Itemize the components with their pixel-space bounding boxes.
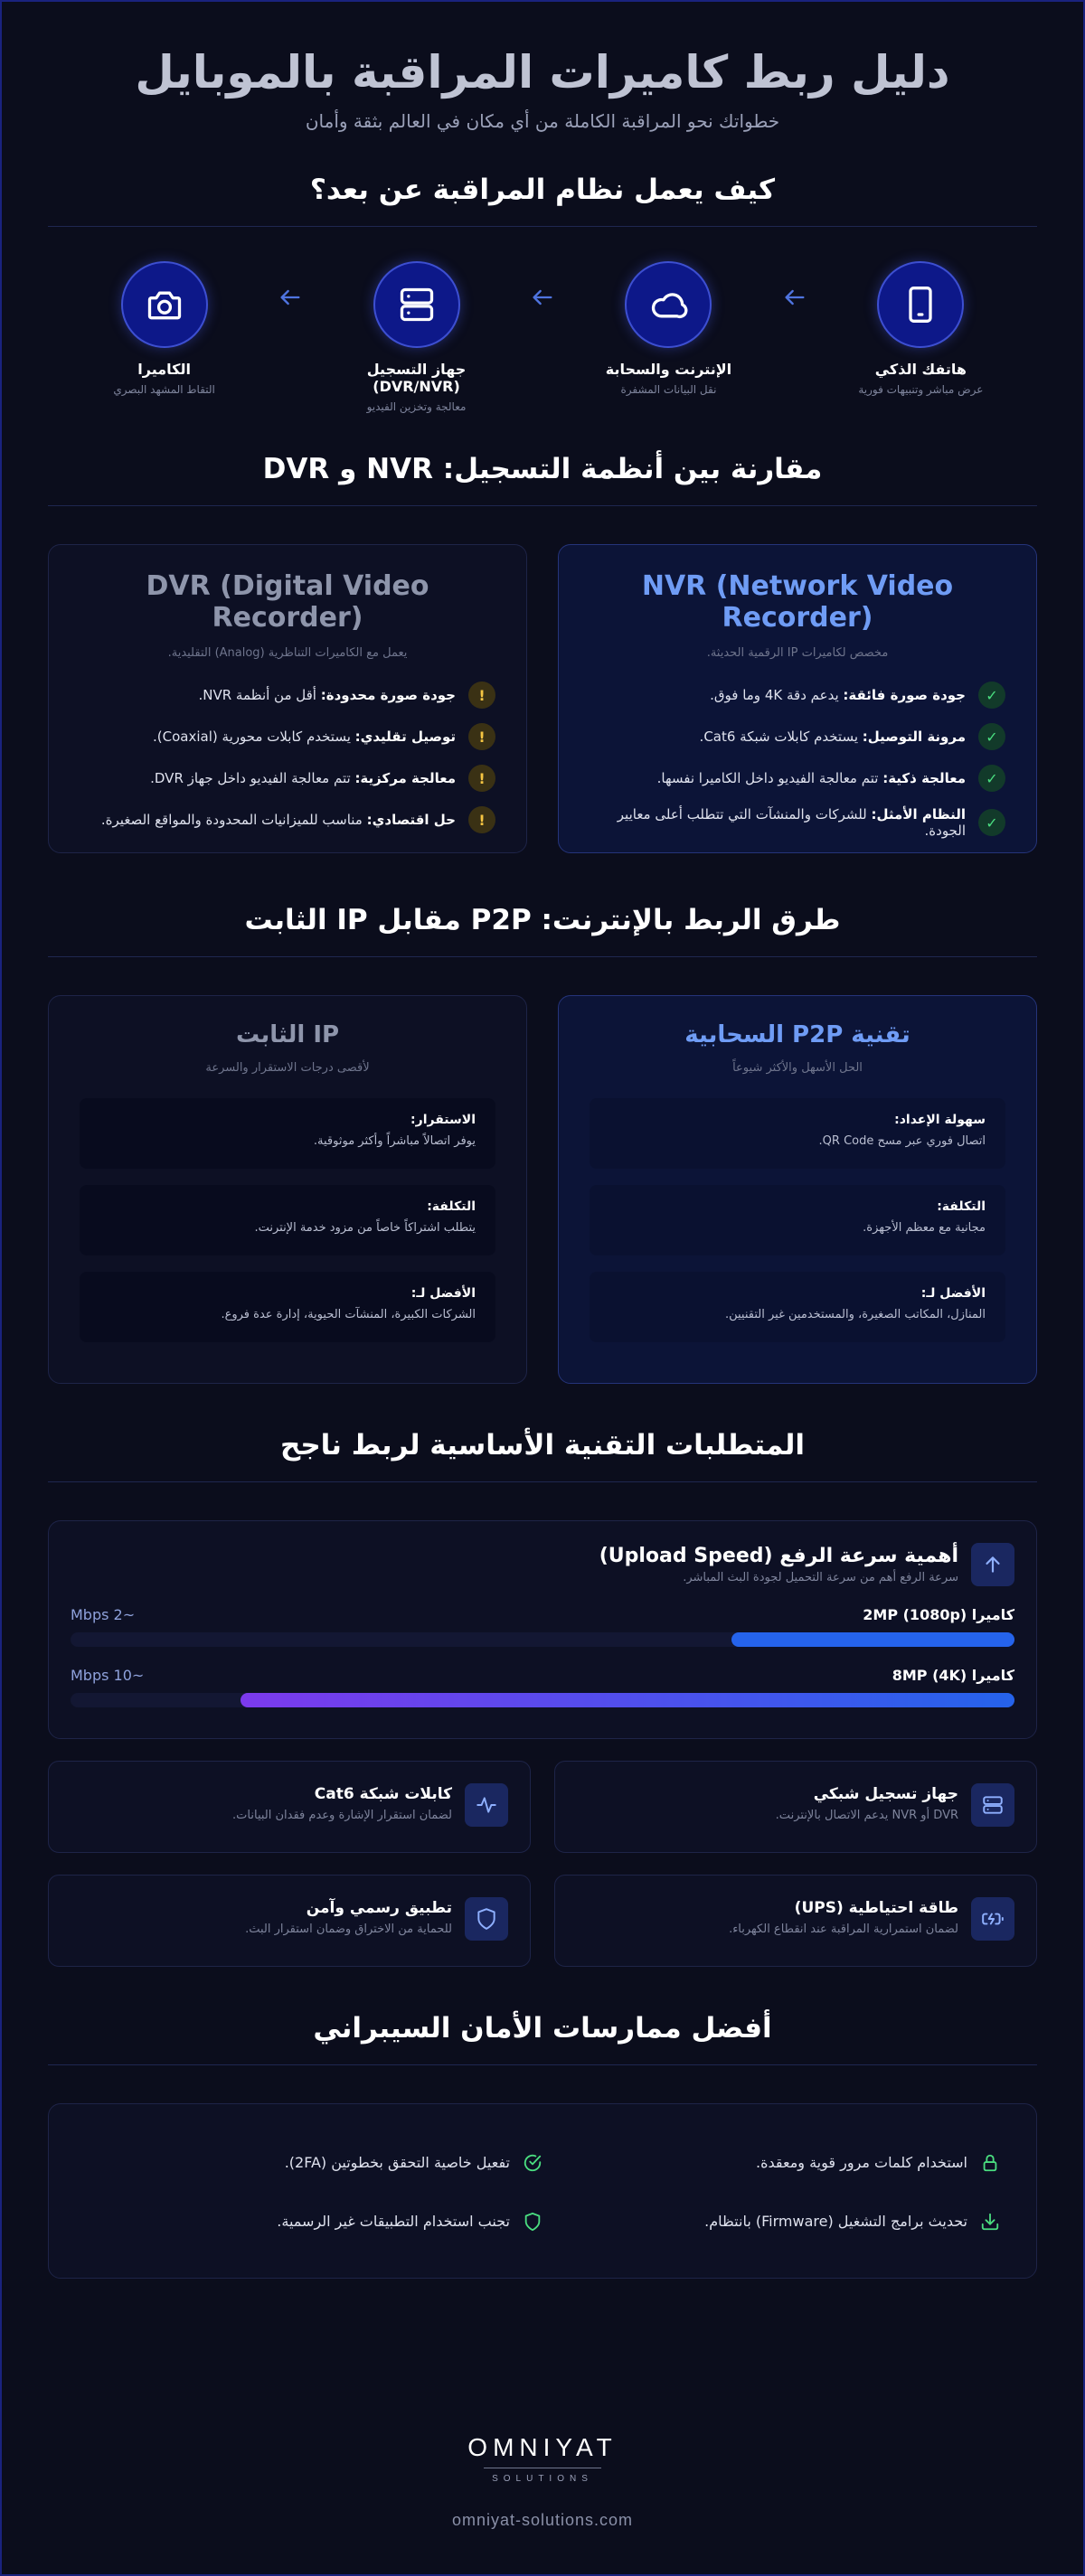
req-item-title: كابلات شبكة Cat6: [314, 1785, 452, 1803]
option-box: [80, 1185, 495, 1255]
bar-camera-label: كاميرا 8MP (4K): [892, 1667, 1014, 1684]
nvr-features: [590, 682, 1005, 839]
feature-value: مناسب للميزانيات المحدودة والمواقع الصغيرة.: [100, 812, 367, 828]
req-item-title: طاقة احتياطية (UPS): [794, 1899, 958, 1917]
security-item: [542, 2192, 1000, 2251]
feature-item: [80, 723, 495, 750]
security-item-text: استخدام كلمات مرور قوية ومعقدة.: [756, 2154, 967, 2171]
option-value: المنازل، المكاتب الصغيرة، والمستخدمين غير التقنيين.: [724, 1308, 986, 1321]
option-key: الاستقرار:: [410, 1113, 476, 1127]
cloud-icon: [648, 285, 688, 324]
security-title: أفضل ممارسات الأمان السيبراني: [48, 2012, 1037, 2065]
security-item: [85, 2192, 542, 2251]
flow-circle: [373, 261, 460, 348]
flow-step-label: هاتفك الذكي: [874, 361, 967, 378]
speed-bar-row: [71, 1606, 1014, 1647]
option-box: [590, 1272, 1005, 1342]
option-key: الأفضل لـ:: [920, 1286, 986, 1301]
speed-bar-row: [71, 1667, 1014, 1707]
option-key: التكلفة:: [937, 1199, 986, 1214]
feature-key: مرونة التوصيل:: [862, 729, 966, 745]
flow-step-desc: التقاط المشهد البصري: [113, 383, 215, 396]
flow-arrow: [502, 261, 583, 314]
feature-item: [590, 723, 1005, 750]
feature-key: جودة صورة محدودة:: [320, 687, 456, 703]
flow-step-phone: [835, 261, 1006, 396]
shield-check-icon: [523, 2212, 542, 2232]
feature-key: توصيل تقليدي:: [354, 729, 456, 745]
p2p-title: تقنية P2P السحابية: [684, 1021, 910, 1048]
check-icon: ✓: [978, 682, 1005, 709]
arrow-left-icon: [782, 285, 807, 310]
req-item-ups: [554, 1875, 1037, 1967]
security-panel: [48, 2103, 1037, 2279]
feature-value: يستخدم كابلات محورية (Coaxial).: [153, 729, 355, 745]
bar-speed-label: ~2 Mbps: [71, 1606, 136, 1623]
flow-circle: [625, 261, 712, 348]
comparison-title: مقارنة بين أنظمة التسجيل: NVR و DVR: [48, 453, 1037, 506]
icon-box: [465, 1783, 508, 1827]
nvr-subtitle: مخصص لكاميرات IP الرقمية الحديثة.: [706, 646, 889, 660]
option-box: [590, 1185, 1005, 1255]
option-key: الأفضل لـ:: [410, 1286, 476, 1301]
p2p-card: [558, 995, 1037, 1384]
smartphone-icon: [901, 285, 940, 324]
hero: [2, 2, 1083, 174]
arrow-left-icon: [278, 285, 303, 310]
option-value: يتطلب اشتراكاً خاصاً من مزود خدمة الإنترنت.: [254, 1221, 476, 1235]
option-key: التكلفة:: [427, 1199, 476, 1214]
req-item-desc: لضمان استقرار الإشارة وعدم فقدان البيانات.: [232, 1809, 452, 1822]
upload-speed-header: [71, 1543, 1014, 1586]
upload-speed-title: أهمية سرعة الرفع (Upload Speed): [599, 1545, 958, 1567]
icon-box: [971, 1783, 1014, 1827]
warning-icon: !: [468, 806, 495, 833]
dvr-card: [48, 544, 527, 853]
flow-circle: [877, 261, 964, 348]
option-value: الشركات الكبيرة، المنشآت الحيوية، إدارة عدة فروع.: [221, 1308, 476, 1321]
upload-speed-desc: سرعة الرفع أهم من سرعة التحميل لجودة البث المباشر.: [683, 1571, 958, 1584]
req-item-app: [48, 1875, 531, 1967]
option-box: [80, 1098, 495, 1169]
icon-box: [971, 1543, 1014, 1586]
security-item: [85, 2133, 542, 2192]
check-icon: ✓: [978, 765, 1005, 792]
flow-step-label: الكاميرا: [137, 361, 191, 378]
security-item-text: تجنب استخدام التطبيقات غير الرسمية.: [277, 2213, 510, 2230]
feature-value: أقل من أنظمة NVR.: [198, 687, 321, 703]
arrow-up-icon: [981, 1553, 1005, 1576]
check-icon: ✓: [978, 723, 1005, 750]
feature-item: [590, 806, 1005, 839]
warning-icon: !: [468, 723, 495, 750]
feature-key: حل اقتصادي:: [366, 812, 456, 828]
flow-step-recorder: [331, 261, 502, 413]
check-circle-icon: [523, 2153, 542, 2173]
req-item-title: تطبيق رسمي وآمن: [306, 1899, 452, 1917]
option-value: مجانية مع معظم الأجهزة.: [863, 1221, 986, 1235]
feature-key: معالجة ذكية:: [882, 770, 966, 786]
requirements-grid: [48, 1761, 1037, 1988]
option-key: سهولة الإعداد:: [894, 1113, 986, 1127]
flow-step-desc: عرض مباشر وتنبيهات فورية: [858, 383, 984, 396]
dvr-title: DVR (Digital Video Recorder): [146, 570, 429, 634]
feature-item: [590, 682, 1005, 709]
req-item-desc: لضمان استمرارية المراقبة عند انقطاع الكهرباء.: [729, 1923, 958, 1936]
bar-camera-label: كاميرا 2MP (1080p): [863, 1606, 1014, 1623]
flow-step-desc: معالجة وتخزين الفيديو: [366, 400, 467, 413]
upload-speed-panel: [48, 1520, 1037, 1739]
page-title: دليل ربط كاميرات المراقبة بالموبايل: [135, 46, 950, 99]
flow-arrow: [754, 261, 835, 314]
warning-icon: !: [468, 682, 495, 709]
comparison-cards: [48, 544, 1037, 859]
dvr-features: [80, 682, 495, 833]
activity-icon: [475, 1793, 498, 1817]
flow-step-desc: نقل البيانات المشفرة: [620, 383, 717, 396]
flow-diagram: [48, 227, 1037, 453]
flow-step-label: جهاز التسجيل (DVR/NVR): [366, 361, 467, 395]
nvr-card: [558, 544, 1037, 853]
server-icon: [981, 1793, 1005, 1817]
shield-icon: [475, 1907, 498, 1931]
bar-speed-label: ~10 Mbps: [71, 1667, 145, 1684]
security-item-text: تفعيل خاصية التحقق بخطوتين (2FA).: [284, 2154, 510, 2171]
speed-bar-fill: [731, 1632, 1014, 1647]
req-item-cables: [48, 1761, 531, 1853]
static-ip-card: [48, 995, 527, 1384]
flow-step-cloud: [583, 261, 754, 396]
website-link[interactable]: omniyat-solutions.com: [451, 2511, 634, 2529]
connection-title: طرق الربط بالإنترنت: P2P مقابل IP الثابت: [48, 904, 1037, 957]
speed-bar-fill: [241, 1693, 1014, 1707]
logo-subtitle: SOLUTIONS: [492, 2474, 593, 2484]
feature-value: تتم معالجة الفيديو داخل جهاز DVR.: [150, 770, 355, 786]
feature-item: [590, 765, 1005, 792]
flow-step-label: الإنترنت والسحابة: [605, 361, 732, 378]
feature-value: للشركات والمنشآت التي تتطلب أعلى معايير الجودة.: [617, 806, 966, 839]
speed-bar-track: [71, 1693, 1014, 1707]
feature-item: [80, 765, 495, 792]
static-ip-subtitle: لأقصى درجات الاستقرار والسرعة: [205, 1061, 370, 1075]
req-item-desc: DVR أو NVR يدعم الاتصال بالإنترنت.: [775, 1809, 958, 1822]
option-box: [80, 1272, 495, 1342]
feature-key: جودة صورة فائقة:: [843, 687, 966, 703]
flow-arrow: [250, 261, 331, 314]
security-item-text: تحديث برامج التشغيل (Firmware) بانتظام.: [704, 2213, 967, 2230]
arrow-left-icon: [530, 285, 555, 310]
flow-circle: [121, 261, 208, 348]
security-item: [542, 2133, 1000, 2192]
feature-value: يستخدم كابلات شبكة Cat6.: [699, 729, 863, 745]
option-value: اتصال فوري عبر مسح QR Code.: [818, 1134, 986, 1148]
feature-key: معالجة مركزية:: [354, 770, 456, 786]
feature-item: [80, 806, 495, 833]
dvr-subtitle: يعمل مع الكاميرات التناظرية (Analog) التقليدية.: [167, 646, 408, 660]
how-it-works-title: كيف يعمل نظام المراقبة عن بعد؟: [48, 174, 1037, 227]
lock-icon: [980, 2153, 1000, 2173]
warning-icon: !: [468, 765, 495, 792]
download-icon: [980, 2212, 1000, 2232]
feature-value: يدعم دقة 4K وما فوق.: [710, 687, 844, 703]
logo: OMNIYAT: [467, 2433, 618, 2461]
req-item-desc: للحماية من الاختراق وضمان استقرار البث.: [245, 1923, 452, 1936]
feature-item: [80, 682, 495, 709]
icon-box: [465, 1897, 508, 1941]
nvr-title: NVR (Network Video Recorder): [641, 570, 954, 634]
req-item-recorder: [554, 1761, 1037, 1853]
footer: [2, 2433, 1083, 2530]
feature-key: النظام الأمثل:: [871, 806, 966, 823]
requirements-title: المتطلبات التقنية الأساسية لربط ناجح: [48, 1429, 1037, 1482]
feature-value: تتم معالجة الفيديو داخل الكاميرا نفسها.: [656, 770, 883, 786]
flow-step-camera: [79, 261, 250, 396]
option-value: يوفر اتصالاً مباشراً وأكثر موثوقية.: [313, 1134, 476, 1148]
icon-box: [971, 1897, 1014, 1941]
server-icon: [397, 285, 437, 324]
check-icon: ✓: [978, 809, 1005, 836]
option-box: [590, 1098, 1005, 1169]
static-ip-title: IP الثابت: [235, 1021, 340, 1048]
page-subtitle: خطواتك نحو المراقبة الكاملة من أي مكان في العالم بثقة وأمان: [305, 110, 780, 132]
req-item-title: جهاز تسجيل شبكي: [813, 1785, 958, 1803]
connection-cards: [48, 995, 1037, 1384]
battery-charging-icon: [981, 1907, 1005, 1931]
camera-icon: [145, 285, 184, 324]
speed-bar-track: [71, 1632, 1014, 1647]
p2p-subtitle: الحل الأسهل والأكثر شيوعاً: [732, 1061, 863, 1075]
